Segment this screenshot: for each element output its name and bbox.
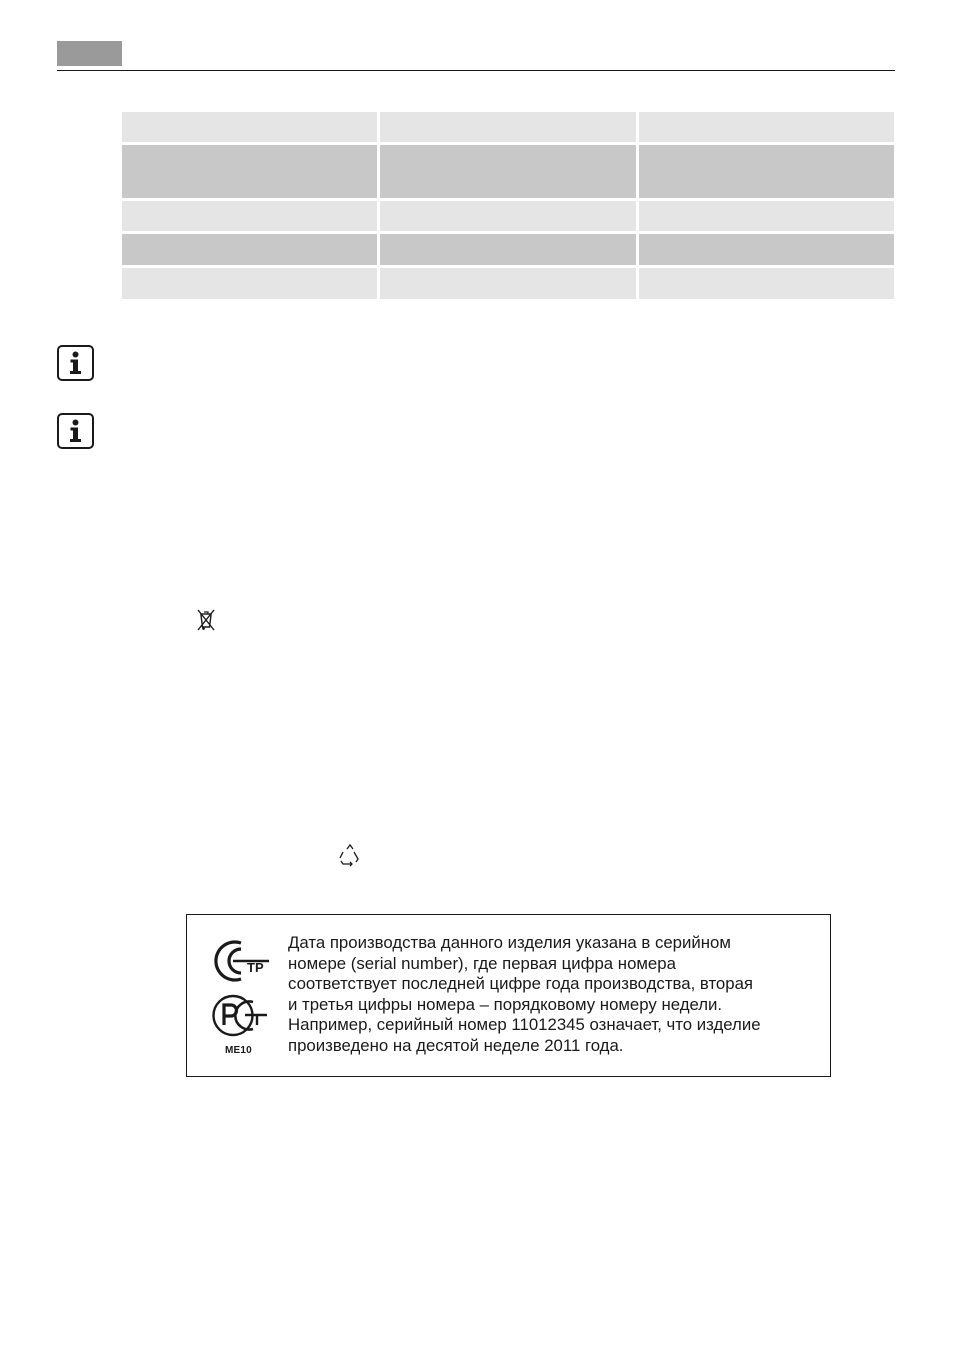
table-cell xyxy=(122,234,377,265)
table-cell xyxy=(380,234,635,265)
certification-text-line: Дата производства данного изделия указана в серийном xyxy=(288,933,731,952)
rst-gost-mark-icon xyxy=(211,993,271,1039)
table-cell xyxy=(380,268,635,299)
certification-text-line: и третья цифры номера – порядковому номеру недели. xyxy=(288,994,723,1014)
svg-text:ТР: ТР xyxy=(247,960,264,975)
table-row xyxy=(122,268,894,299)
table-cell xyxy=(122,201,377,231)
info-icon xyxy=(57,413,94,449)
table-cell xyxy=(639,145,894,198)
certification-box xyxy=(186,914,831,1077)
spec-table xyxy=(122,112,894,302)
table-cell xyxy=(122,268,377,299)
certification-text-line: произведено на десятой неделе 2011 года. xyxy=(288,1035,624,1055)
table-cell xyxy=(639,112,894,142)
eac-tr-mark-icon xyxy=(211,935,271,985)
certification-text xyxy=(288,933,823,1056)
table-cell xyxy=(380,145,635,198)
crossed-out-wheelie-bin-icon xyxy=(195,607,217,633)
certification-text-line: Например, серийный номер 11012345 означает, что изделие xyxy=(288,1015,761,1034)
table-cell xyxy=(380,112,635,142)
table-cell xyxy=(639,201,894,231)
table-row xyxy=(122,112,894,142)
table-cell xyxy=(380,201,635,231)
table-cell xyxy=(122,112,377,142)
header-tab-marker xyxy=(57,41,122,66)
info-icon xyxy=(57,345,94,381)
table-row xyxy=(122,145,894,198)
table-cell xyxy=(639,234,894,265)
certification-text-line: номере (serial number), где первая цифра номера xyxy=(288,953,676,973)
table-cell xyxy=(122,145,377,198)
table-cell xyxy=(639,268,894,299)
header-rule xyxy=(57,70,895,71)
recycle-icon xyxy=(337,843,363,869)
certification-text-line: соответствует последней цифре года производства, вторая xyxy=(288,974,754,993)
table-row xyxy=(122,201,894,231)
certification-code: ME10 xyxy=(225,1045,252,1056)
table-row xyxy=(122,234,894,265)
